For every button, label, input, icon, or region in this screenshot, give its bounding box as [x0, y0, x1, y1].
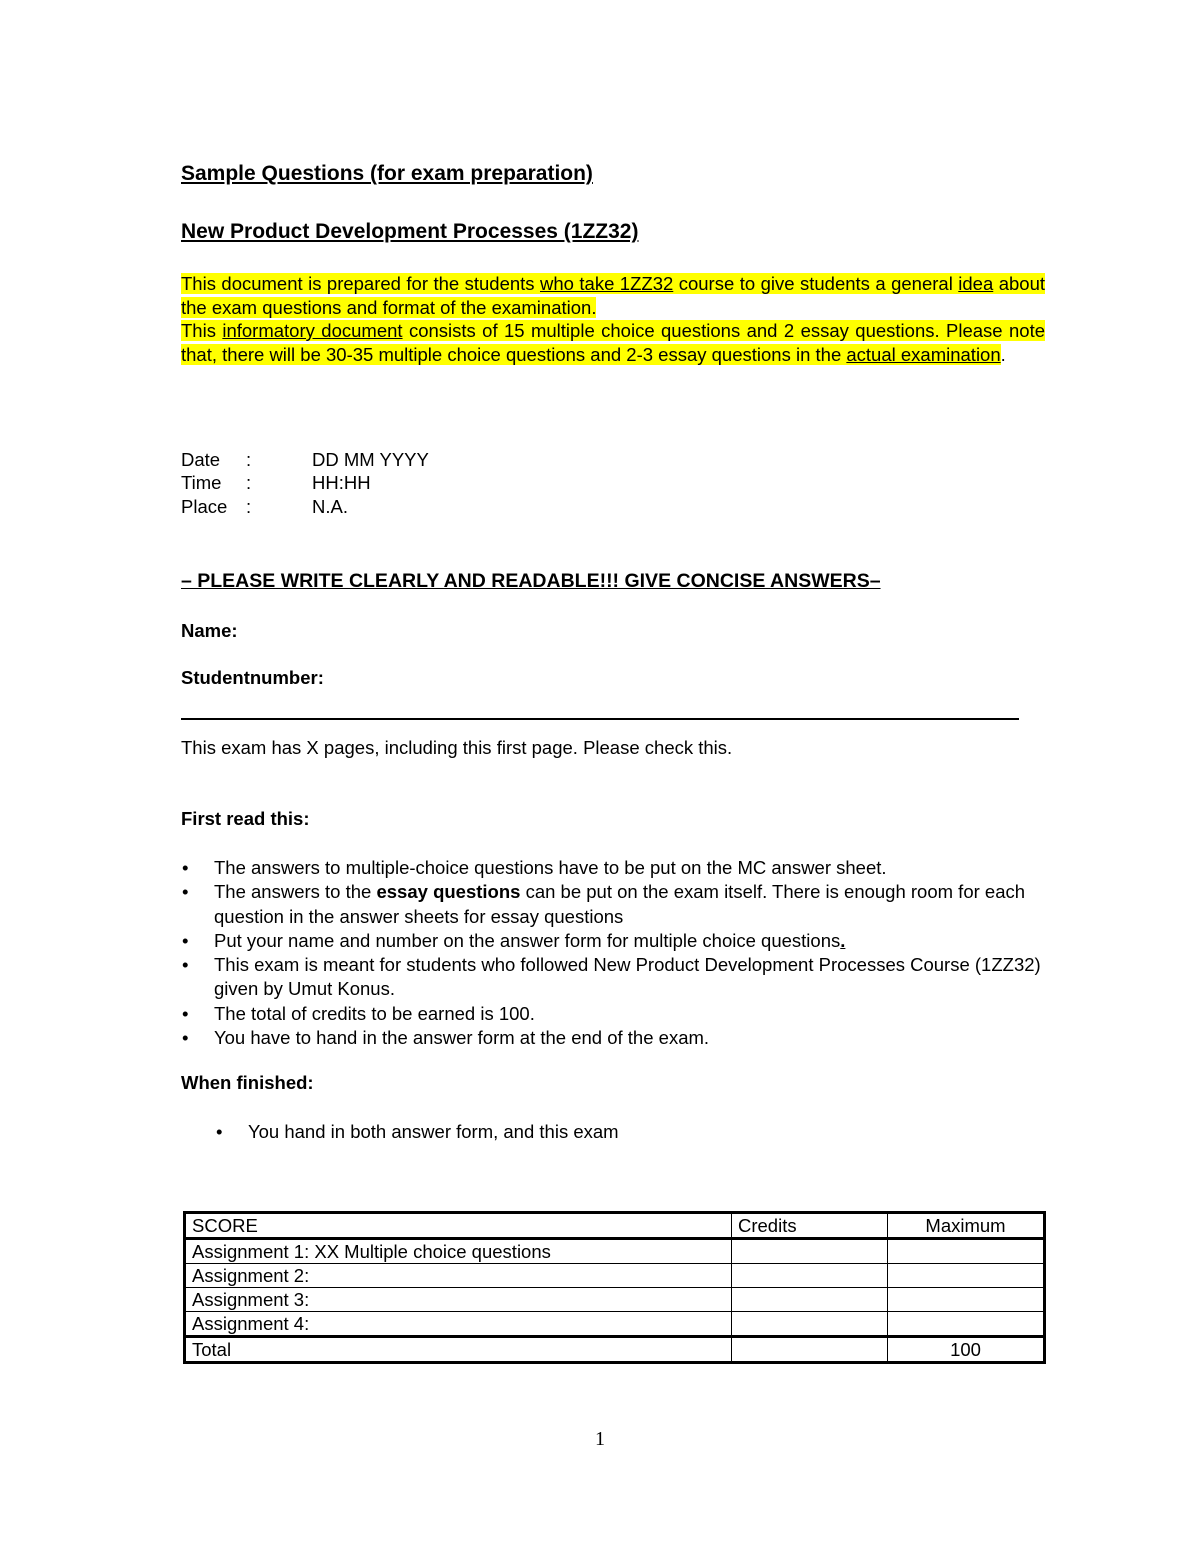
assignment-label: Assignment 2: — [185, 1264, 732, 1288]
list-item-text: The answers to multiple-choice questions have to be put on the MC answer sheet. — [214, 857, 887, 878]
list-item — [182, 929, 1046, 953]
table-row — [185, 1288, 1045, 1312]
credits-cell — [732, 1288, 888, 1312]
divider-line — [181, 718, 1019, 720]
list-item — [182, 953, 1046, 1002]
time-label: Time — [181, 472, 222, 493]
list-item — [182, 880, 1046, 929]
intro-underlined-text: actual examination — [846, 343, 1001, 365]
credits-cell — [732, 1312, 888, 1337]
credits-cell — [732, 1264, 888, 1288]
intro-underlined-text: informatory document — [222, 320, 403, 341]
time-value: HH:HH — [312, 472, 371, 493]
maximum-cell — [888, 1312, 1045, 1337]
list-item-text: can be put on the exam itself. There is enough room for each question in the answer sheets for essay questions — [214, 881, 1026, 927]
date-value: DD MM YYYY — [312, 449, 429, 470]
finish-list — [216, 1120, 1016, 1144]
place-value: N.A. — [312, 496, 348, 517]
document-title: Sample Questions (for exam preparation) — [181, 162, 593, 185]
bullet-icon: • — [182, 1027, 189, 1049]
header-maximum: Maximum — [888, 1213, 1045, 1239]
intro-paragraph-2 — [181, 319, 1045, 366]
header-credits: Credits — [732, 1213, 888, 1239]
intro-text: . — [1000, 343, 1006, 365]
total-maximum-cell: 100 — [888, 1337, 1045, 1363]
list-item-text: . — [840, 929, 846, 951]
maximum-cell — [888, 1264, 1045, 1288]
date-colon: : — [246, 449, 252, 470]
total-credits-cell — [732, 1337, 888, 1363]
table-total-row — [185, 1337, 1045, 1363]
intro-text: course to give students a general — [673, 273, 959, 294]
course-title: New Product Development Processes (1ZZ32) — [181, 220, 639, 243]
time-colon: : — [246, 472, 252, 493]
page-number: 1 — [595, 1428, 605, 1450]
intro-text: This document is prepared for the students — [181, 273, 540, 294]
bullet-icon: • — [182, 954, 189, 976]
when-finished-heading: When finished: — [181, 1072, 314, 1093]
list-item-text: The total of credits to be earned is 100. — [214, 1002, 535, 1024]
list-item — [182, 1002, 1046, 1026]
assignment-label: Assignment 1: XX Multiple choice questions — [185, 1239, 732, 1264]
list-item — [182, 1026, 1046, 1050]
pages-note: This exam has X pages, including this first page. Please check this. — [181, 737, 733, 758]
maximum-cell — [888, 1239, 1045, 1264]
bullet-icon: • — [182, 1002, 189, 1024]
bullet-icon: • — [182, 929, 189, 951]
list-item — [216, 1120, 1016, 1144]
score-table — [183, 1211, 1046, 1364]
intro-text: about the exam questions and format of the examination. — [181, 273, 1045, 318]
intro-underlined-text: idea — [958, 273, 994, 294]
list-item-bold-text: essay questions — [376, 881, 521, 903]
table-row — [185, 1264, 1045, 1288]
table-row — [185, 1239, 1045, 1264]
name-label: Name: — [181, 620, 238, 641]
place-label: Place — [181, 496, 228, 517]
list-item-text: You hand in both answer form, and this exam — [248, 1121, 619, 1142]
list-item-text: The answers to the — [214, 881, 377, 903]
bullet-icon: • — [182, 881, 189, 903]
first-read-heading: First read this: — [181, 808, 310, 829]
intro-text: This — [181, 320, 223, 341]
credits-cell — [732, 1239, 888, 1264]
assignment-label: Assignment 4: — [185, 1312, 732, 1337]
table-row — [185, 1312, 1045, 1337]
table-header-row — [185, 1213, 1045, 1239]
list-item-text: You have to hand in the answer form at the end of the exam. — [214, 1027, 710, 1049]
total-label: Total — [185, 1337, 732, 1363]
intro-text: consists of 15 multiple choice questions and 2 essay questions. Please note that, there will be 30-35 multiple choice questions and 2-3 essay questions in the — [181, 320, 1046, 365]
list-item-text: Put your name and number on the answer form for multiple choice questions — [214, 929, 841, 951]
instructions-list — [182, 856, 1046, 1050]
date-label: Date — [181, 449, 221, 470]
header-score: SCORE — [185, 1213, 732, 1239]
place-colon: : — [246, 496, 252, 517]
bullet-icon: • — [182, 857, 189, 878]
maximum-cell — [888, 1288, 1045, 1312]
intro-paragraph-1 — [181, 272, 1045, 319]
assignment-label: Assignment 3: — [185, 1288, 732, 1312]
bullet-icon: • — [216, 1121, 223, 1142]
warning-banner: – PLEASE WRITE CLEARLY AND READABLE!!! GIVE CONCISE ANSWERS– — [181, 570, 881, 592]
intro-underlined-text: who take 1ZZ32 — [540, 273, 674, 294]
list-item — [182, 856, 1046, 880]
list-item-text: This exam is meant for students who followed New Product Development Processes Course (1ZZ32) given by Umut Konus. — [214, 954, 1041, 1000]
intro-block — [181, 272, 1045, 366]
student-number-label: Studentnumber: — [181, 667, 324, 688]
